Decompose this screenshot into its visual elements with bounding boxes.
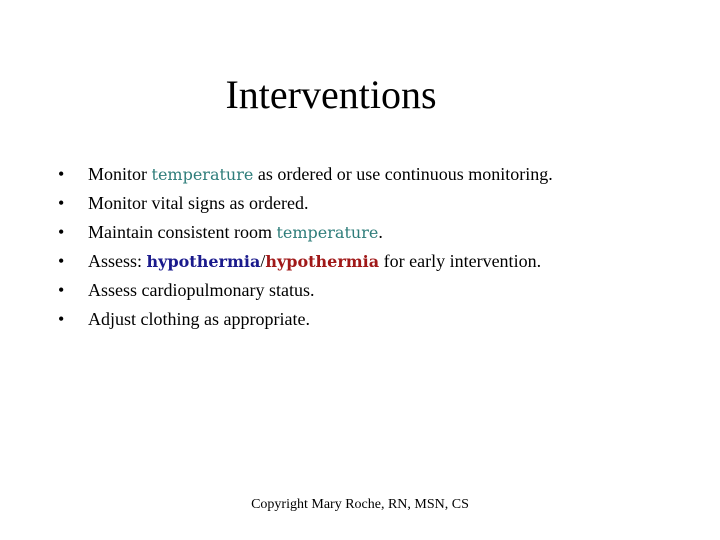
bullet-item-room-temperature bbox=[58, 218, 553, 247]
keyword-temperature: temperature bbox=[276, 223, 379, 242]
bullet-text: Assess cardiopulmonary status. bbox=[88, 280, 315, 300]
bullet-icon: • bbox=[58, 309, 65, 329]
keyword-hypothermia-red: hypothermia bbox=[265, 252, 380, 271]
copyright-text: Copyright Mary Roche, RN, MSN, CS bbox=[251, 497, 469, 512]
bullet-text: Monitor vital signs as ordered. bbox=[88, 193, 309, 213]
keyword-hypothermia-blue: hypothermia bbox=[146, 252, 261, 271]
bullet-text: Assess: hypothermia/hypothermia for early intervention. bbox=[88, 251, 542, 271]
slide-title: Interventions bbox=[225, 72, 437, 117]
bullet-icon: • bbox=[58, 222, 65, 242]
bullet-item-monitor-temperature bbox=[58, 160, 553, 189]
bullet-icon: • bbox=[58, 164, 65, 184]
bullet-icon: • bbox=[58, 251, 65, 271]
bullet-text: Adjust clothing as appropriate. bbox=[88, 309, 310, 329]
bullet-item-cardiopulmonary bbox=[58, 276, 553, 305]
bullet-text: Maintain consistent room temperature. bbox=[88, 222, 383, 242]
bullet-icon: • bbox=[58, 280, 65, 300]
bullet-item-vital-signs bbox=[58, 189, 553, 218]
bullet-list bbox=[58, 160, 553, 334]
bullet-icon: • bbox=[58, 193, 65, 213]
bullet-text: Monitor temperature as ordered or use continuous monitoring. bbox=[88, 164, 553, 184]
bullet-item-assess-hypothermia bbox=[58, 247, 553, 276]
copyright-footer bbox=[0, 496, 720, 514]
keyword-temperature: temperature bbox=[151, 165, 254, 184]
bullet-item-adjust-clothing bbox=[58, 305, 553, 334]
